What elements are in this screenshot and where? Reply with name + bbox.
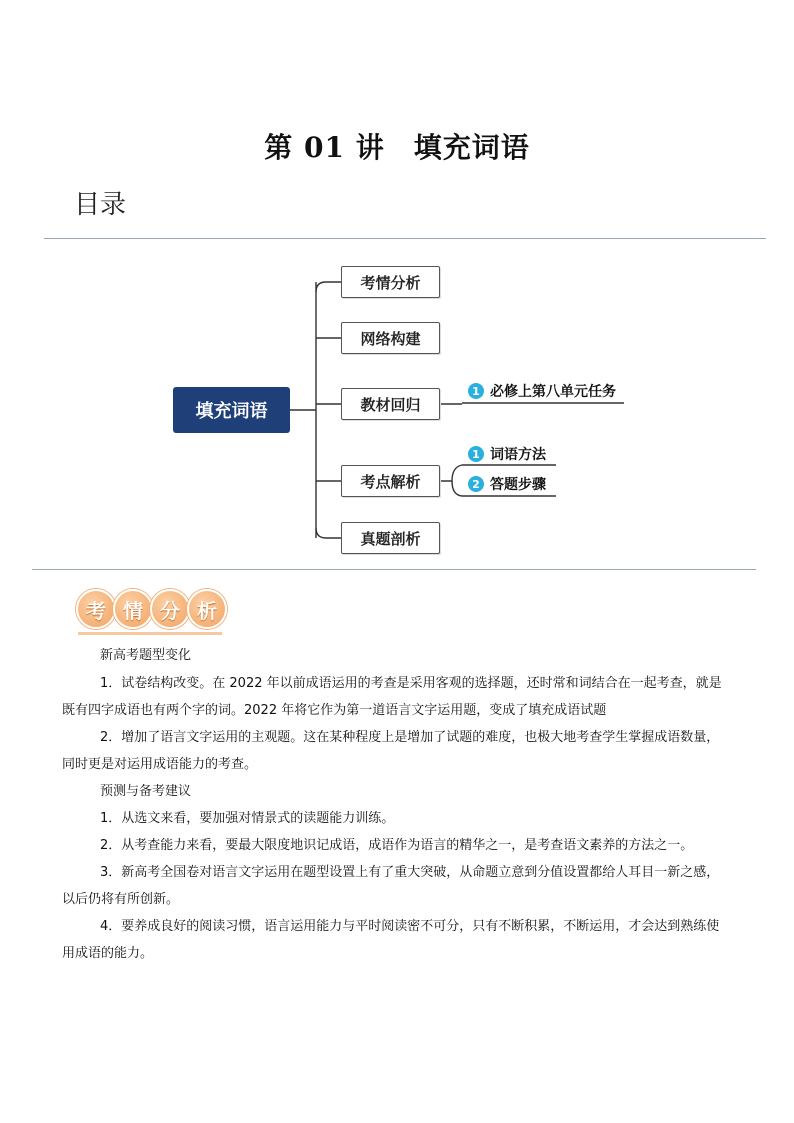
sub-ciyu xyxy=(468,443,546,465)
section-badge xyxy=(76,589,224,629)
badge-char: 情 xyxy=(113,589,153,629)
node-wangluo: 网络构建 xyxy=(341,322,440,354)
advice-2: 2．从考查能力来看，要最大限度地识记成语，成语作为语言的精华之一，是考查语文素养的方法之一。 xyxy=(100,838,694,853)
advice-1: 1．从选文来看，要加强对情景式的读题能力训练。 xyxy=(100,811,395,826)
number-badge-icon: 1 xyxy=(468,446,484,462)
paragraph-2: 2．增加了语言文字运用的主观题。这在某种程度上是增加了试题的难度，也极大地考查学生掌握成语数量，同时更是对运用成语能力的考查。 xyxy=(62,730,720,772)
lesson-title: 第 01 讲 填充词语 xyxy=(264,131,530,164)
node-jiaocai: 教材回归 xyxy=(341,388,440,420)
node-zhenti: 真题剖析 xyxy=(341,522,440,554)
mindmap-root: 填充词语 xyxy=(173,387,290,433)
subheading-changes: 新高考题型变化 xyxy=(100,648,192,663)
paragraph-1: 1．试卷结构改变。在 2022 年以前成语运用的考查是采用客观的选择题，还时常和词结合在一起考查，就是既有四字成语也有两个字的词。2022 年将它作为第一道语言文字运用题，变成了填充成语试题 xyxy=(62,676,722,718)
badge-underline xyxy=(78,632,222,635)
node-kaodian: 考点解析 xyxy=(341,465,440,497)
number-badge-icon: 2 xyxy=(468,476,484,492)
advice-4: 4．要养成良好的阅读习惯，语言运用能力与平时阅读密不可分，只有不断积累，不断运用，才会达到熟练使用成语的能力。 xyxy=(62,919,720,961)
badge-char: 分 xyxy=(150,589,190,629)
badge-char: 考 xyxy=(76,589,116,629)
advice-3: 3．新高考全国卷对语言文字运用在题型设置上有了重大突破，从命题立意到分值设置都给人耳目一新之感，以后仍将有所创新。 xyxy=(62,865,720,907)
badge-char: 析 xyxy=(187,589,227,629)
number-badge-icon: 1 xyxy=(468,383,484,399)
sub-label: 答题步骤 xyxy=(490,477,546,493)
sub-dati xyxy=(468,473,546,495)
sub-label: 必修上第八单元任务 xyxy=(490,384,616,400)
sub-label: 词语方法 xyxy=(490,447,546,463)
node-kaoqing: 考情分析 xyxy=(341,266,440,298)
subheading-advice: 预测与备考建议 xyxy=(100,784,192,799)
sub-bixiu xyxy=(468,380,616,402)
divider-bottom xyxy=(32,569,756,570)
toc-heading: 目录 xyxy=(74,190,127,220)
